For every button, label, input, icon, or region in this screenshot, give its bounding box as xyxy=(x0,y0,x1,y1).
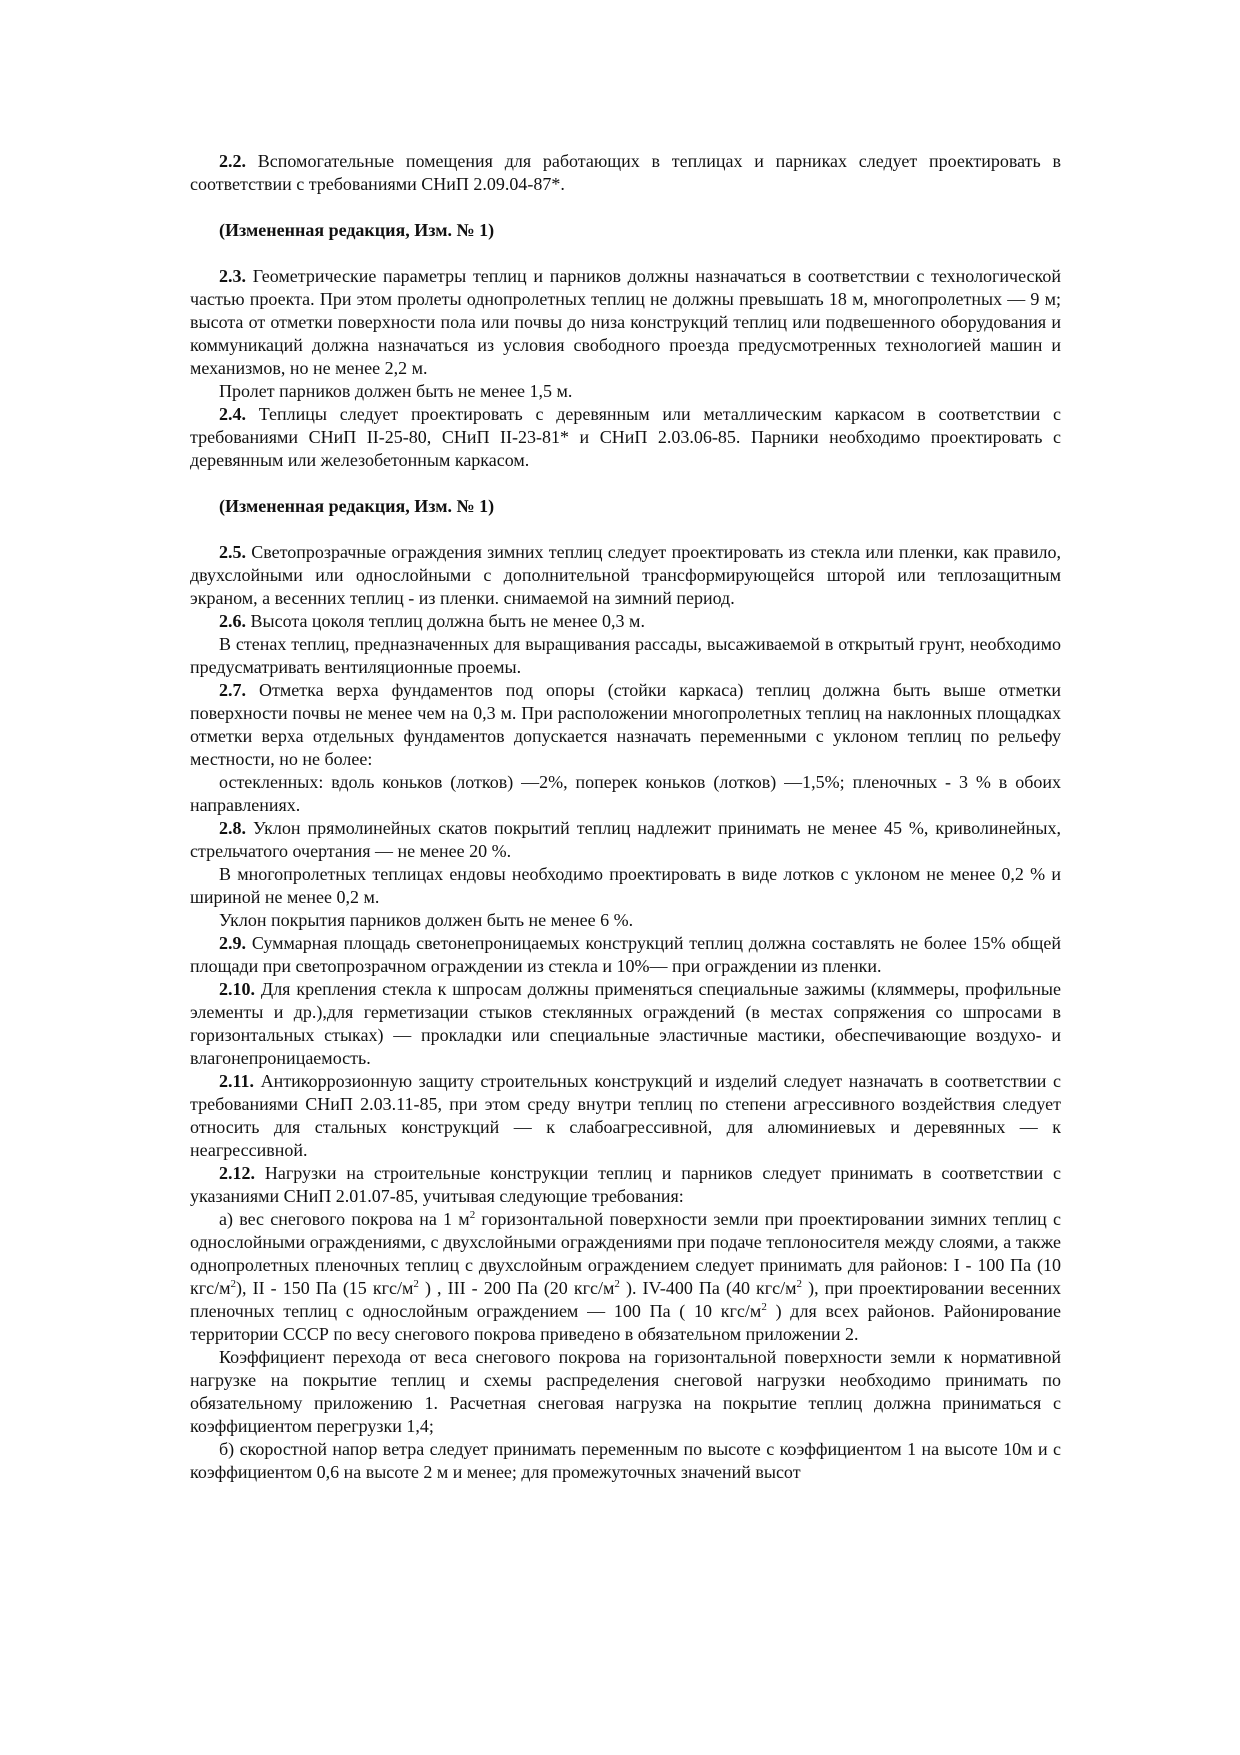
paragraph-2-10 xyxy=(190,978,1061,1070)
amendment-note: (Измененная редакция, Изм. № 1) xyxy=(219,496,495,516)
paragraph-2-8 xyxy=(190,817,1061,863)
superscript: 2 xyxy=(761,1301,767,1313)
paragraph-text: Геометрические параметры теплиц и парников должны назначаться в соответствии с технологической частью проекта. При этом пролеты однопролетных теплиц не должны превышать 18 м, многопролетных — 9 м; высота от отметки поверхности пола или почвы до низа конструкций теплиц или подвешенного оборудования и коммуникаций должна назначаться из условия свободного проезда предусмотренных технологией машин и механизмов, но не менее 2,2 м. xyxy=(190,266,1062,378)
paragraph-2-6 xyxy=(190,610,1061,633)
clause-number: 2.7. xyxy=(219,680,246,700)
paragraph-text: Уклон прямолинейных скатов покрытий теплиц надлежит принимать не менее 45 %, криволинейных, стрельчатого очертания — не менее 20 %. xyxy=(190,818,1061,861)
paragraph-text: б) скоростной напор ветра следует принимать переменным по высоте с коэффициентом 1 на высоте 10м и с коэффициентом 0,6 на высоте 2 м и менее; для промежуточных значений высот xyxy=(190,1439,1061,1482)
paragraph-text: Теплицы следует проектировать с деревянным или металлическим каркасом в соответствии с требованиями СНиП II-25-80, СНиП II-23-81* и СНиП 2.03.06-85. Парники необходимо проектировать с деревянным или железобетонным каркасом. xyxy=(190,404,1061,470)
paragraph-text: Суммарная площадь светонепроницаемых конструкций теплиц должна составлять не более 15% общей площади при светопрозрачном ограждении из стекла и 10%— при ограждении из пленки. xyxy=(190,933,1062,976)
paragraph-2-4 xyxy=(190,403,1061,472)
clause-number: 2.10. xyxy=(219,979,255,999)
paragraph-text: остекленных: вдоль коньков (лотков) —2%, поперек коньков (лотков) —1,5%; пленочных - 3 % в обоих направлениях. xyxy=(190,772,1061,815)
paragraph-2-5 xyxy=(190,541,1061,610)
superscript: 2 xyxy=(796,1278,803,1290)
clause-number: 2.11. xyxy=(219,1071,255,1091)
text-run: ) , III - 200 Па (20 кгс/м xyxy=(418,1278,615,1298)
superscript: 2 xyxy=(230,1278,237,1290)
paragraph-text: Антикоррозионную защиту строительных конструкций и изделий следует назначать в соответствии с требованиями СНиП 2.03.11-85, при этом среду внутри теплиц по степени агрессивного воздействия следует относить для стальных конструкций — к слабоагрессивной, для алюминиевых и деревянных — к неагрессивной. xyxy=(190,1071,1061,1160)
clause-number: 2.9. xyxy=(219,933,246,953)
clause-number: 2.3. xyxy=(219,266,246,286)
text-run: а) вес снегового покрова на 1 м xyxy=(219,1209,470,1229)
document-page xyxy=(190,150,1061,1484)
paragraph-text: Для крепления стекла к шпросам должны применяться специальные зажимы (кляммеры, профильные элементы и др.),для герметизации стыков стеклянных ограждений (в местах сопряжения со шпросами в горизонтальных стыках) — прокладки или специальные эластичные мастики, обеспечивающие воздухо- и влагонепроницаемость. xyxy=(190,979,1062,1068)
superscript: 2 xyxy=(469,1209,476,1221)
paragraph-text: Коэффициент перехода от веса снегового покрова на горизонтальной поверхности земли к нормативной нагрузке на покрытие теплиц и схемы распределения снеговой нагрузки необходимо принимать по обязательному приложению 1. Расчетная снеговая нагрузка на покрытие теплиц должна приниматься с коэффициентом перегрузки 1,4; xyxy=(190,1347,1061,1436)
text-run: ) для всех районов. Районирование территории СССР по весу снегового покрова приведено в обязательном приложении 2. xyxy=(190,1301,1061,1344)
clause-number: 2.8. xyxy=(219,818,246,838)
paragraph-2-2 xyxy=(190,150,1061,196)
paragraph-text: Отметка верха фундаментов под опоры (стойки каркаса) теплиц должна быть выше отметки поверхности почвы не менее чем на 0,3 м. При расположении многопролетных теплиц на наклонных площадках отметки верха отдельных фундаментов допускается назначать переменными с уклоном теплиц по рельефу местности, но не более: xyxy=(190,680,1062,769)
paragraph-text: В многопролетных теплицах ендовы необходимо проектировать в виде лотков с уклоном не менее 0,2 % и шириной не менее 0,2 м. xyxy=(190,864,1061,907)
paragraph-text: Уклон покрытия парников должен быть не менее 6 %. xyxy=(219,910,634,930)
clause-number: 2.2. xyxy=(219,151,246,171)
clause-number: 2.12. xyxy=(219,1163,255,1183)
paragraph-text: Пролет парников должен быть не менее 1,5 м. xyxy=(219,381,573,401)
paragraph-snow-load xyxy=(190,1208,1061,1346)
text-run: ), при проектировании весенних пленочных теплиц с однослойным ограждением — 100 Па ( 10 кгс/м xyxy=(190,1278,1061,1321)
paragraph-2-11 xyxy=(190,1070,1061,1162)
paragraph-2-12 xyxy=(190,1162,1061,1208)
paragraph-text: Нагрузки на строительные конструкции теплиц и парников следует принимать в соответствии с указаниями СНиП 2.01.07-85, учитывая следующие требования: xyxy=(190,1163,1061,1206)
paragraph-text: Вспомогательные помещения для работающих в теплицах и парниках следует проектировать в соответствии с требованиями СНиП 2.09.04-87*. xyxy=(190,151,1062,194)
paragraph-text: Светопрозрачные ограждения зимних теплиц следует проектировать из стекла или пленки, как правило, двухслойными или однослойными с дополнительной трансформирующейся шторой или теплозащитным экраном, а весенних теплиц - из пленки. снимаемой на зимний период. xyxy=(190,542,1062,608)
text-run: горизонтальной поверхности земли при проектировании зимних теплиц с однослойными ограждениями, с двухслойными ограждениями при подаче теплоносителя между слоями, а также однопролетных пленочных теплиц с двухслойным ограждением следует принимать для районов: I - 100 Па (10 кгс/м xyxy=(190,1209,1061,1298)
clause-number: 2.5. xyxy=(219,542,246,562)
clause-number: 2.6. xyxy=(219,611,246,631)
paragraph-2-7 xyxy=(190,679,1061,771)
paragraph-text: Высота цоколя теплиц должна быть не менее 0,3 м. xyxy=(250,611,645,631)
paragraph-2-9 xyxy=(190,932,1061,978)
clause-number: 2.4. xyxy=(219,404,246,424)
paragraph-2-3 xyxy=(190,265,1061,380)
paragraph-text: В стенах теплиц, предназначенных для выращивания рассады, высаживаемой в открытый грунт, необходимо предусматривать вентиляционные проемы. xyxy=(190,634,1061,677)
amendment-note: (Измененная редакция, Изм. № 1) xyxy=(219,220,495,240)
text-run: ), II - 150 Па (15 кгс/м xyxy=(236,1278,414,1298)
text-run: ). IV-400 Па (40 кгс/м xyxy=(619,1278,797,1298)
superscript: 2 xyxy=(413,1278,419,1290)
superscript: 2 xyxy=(614,1278,620,1290)
